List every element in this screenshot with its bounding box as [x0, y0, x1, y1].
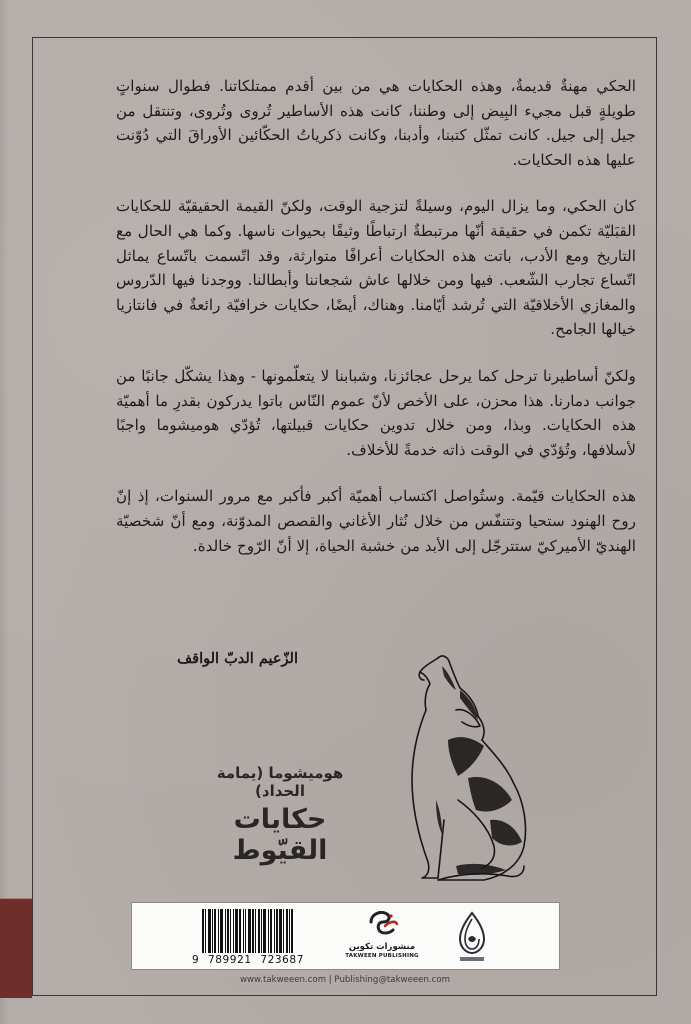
publisher-name-english: TAKWEEN PUBLISHING	[345, 953, 419, 959]
howling-coyote-icon	[398, 650, 533, 885]
spine-color-strip	[0, 898, 32, 998]
isbn-digits	[192, 954, 304, 966]
publisher-name-arabic: منشورات تكوين	[348, 942, 416, 952]
author-name: هوميشوما (يمامة الحداد)	[216, 764, 344, 800]
barcode-publisher-band	[131, 902, 560, 970]
spine-edge-shadow	[0, 0, 8, 1024]
isbn-group-2: 723687	[260, 954, 304, 966]
blurb-text	[116, 74, 636, 580]
isbn-barcode	[192, 909, 304, 965]
blurb-paragraph-1: الحكي مهنةٌ قديمةٌ، وهذه الحكايات هي من بين أقدم ممتلكاتنا. فطوال سنواتٍ طويلةٍ قبل مجيء البِيض إلى وطننا، كانت هذه الأساطير تُروى وتُروى، وتنتقل من جيل إلى جيل. كانت تمثّل كتبنا، وأدبنا، وكانت ذكرياتُ الحكّائين الأوراقَ التي دُوّنت عليها هذه الحكايات.	[116, 77, 636, 169]
blurb-paragraph-4: هذه الحكايات قيّمة. وستُواصل اكتساب أهميّة أكبر فأكبر مع مرور السنوات، إذ إنّ روح الهنود ستحيا وتتنفّس من خلال نُثار الأغاني والقصص المدوّنة، ومع أنّ شخصيّة الهنديّ الأميركيّ ستترجّل إلى الأبد من خشبة الحياة، إلا أنّ الرّوح خالدة.	[116, 487, 636, 555]
rafidain-logo-icon	[454, 909, 490, 965]
isbn-prefix: 9	[192, 954, 200, 966]
book-title: حكايات القيّوط	[232, 804, 328, 866]
barcode-bars-icon	[202, 909, 304, 953]
takween-publisher-logo	[342, 908, 422, 966]
title-block	[190, 764, 370, 866]
blurb-paragraph-2: كان الحكي، وما يزال اليوم، وسيلةً لتزجية الوقت، ولكنّ القيمة الحقيقيّة للحكايات القبَليّة تكمن في حقيقة أنّها مرتبطةٌ ارتباطًا وثيقًا بحيوات ناسها. وكما هي الحال مع التاريخ ومع الأدب، باتت هذه الحكايات أعرافًا متوارثة، وقد اتّسمت باتّساع يماثل اتّساع تجارب الشّعب. فيها ومن خلالها عاش شجعاننا وأبطالنا. ووجدنا فيها الدّروس والمغازي الأخلاقيّة التي تُرشد أيّامنا. وهناك، أيضًا، حكايات خرافيّة رائعةٌ في فانتازيا خيالها الجامح.	[116, 197, 636, 339]
publisher-contact-links: www.takweeen.com | Publishing@takweeen.com	[240, 975, 450, 985]
blurb-signature: الزّعيم الدبّ الواقف	[177, 650, 298, 667]
isbn-group-1: 789921	[207, 954, 252, 966]
blurb-paragraph-3: ولكنّ أساطيرنا ترحل كما يرحل عجائزنا، وشبابنا لا يتعلّمونها - وهذا يشكّل جانبًا من جوانب دمارنا. هذا محزن، على الأخص لأنّ عموم النّاس باتوا يدركون بقدرِ ما أهميّة هذه الحكايات. وبذا، ومن خلال تدوين حكايات قبيلتها، تُؤدّي هوميشوما واجبًا لأسلافها، وتُؤدّي في الوقت ذاته خدمةً للأخلاف.	[116, 366, 636, 459]
takween-brush-mark-icon	[365, 908, 399, 938]
